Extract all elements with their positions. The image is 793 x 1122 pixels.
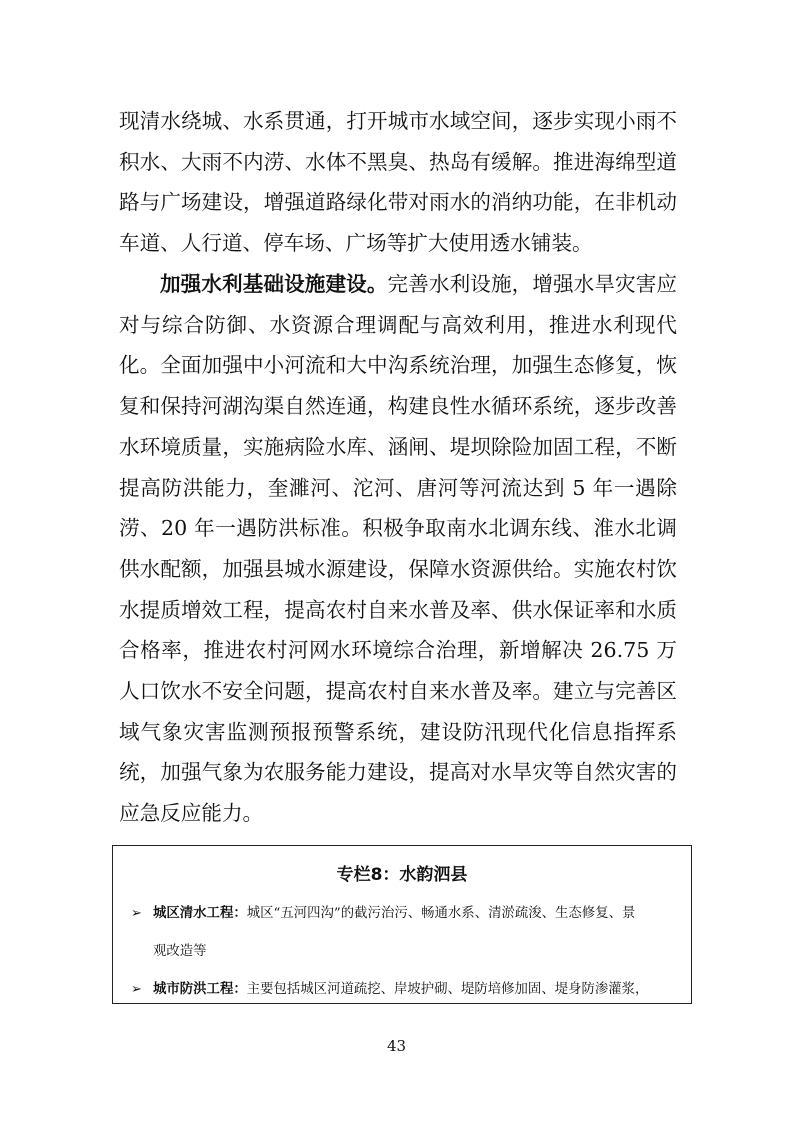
column-box-title: 专栏8：水韵泗县	[336, 865, 468, 885]
column-item-2-lead: 城市防洪工程：	[153, 981, 247, 997]
body-paragraph-2	[119, 264, 677, 834]
column-box	[112, 845, 692, 1004]
paragraph-1-text: 现清水绕城、水系贯通，打开城市水域空间，逐步实现小雨不积水、大雨不内涝、水体不黑臭、热岛有缓解。推进海绵型道路与广场建设，增强道路绿化带对雨水的消纳功能，在非机动车道、人行道、停车场、广场等扩大使用透水铺装。	[119, 109, 677, 256]
paragraph-2-text: 完善水利设施，增强水旱灾害应对与综合防御、水资源合理调配与高效利用，推进水利现代化。全面加强中小河流和大中沟系统治理，加强生态修复，恢复和保持河湖沟渠自然连通，构建良性水循环系统，逐步改善水环境质量，实施病险水库、涵闸、堤坝除险加固工程，不断提高防洪能力，奎濉河、沱河、唐河等河流达到 5 年一遇除涝、20 年一遇防洪标准。积极争取南水北调东线、淮水北调供水配额，加强县城水源建设，保障水资源供给。实施农村饮水提质增效工程，提高农村自来水普及率、供水保证率和水质合格率，推进农村河网水环境综合治理，新增解决 26.75 万人口饮水不安全问题，提高农村自来水普及率。建立与完善区域气象灾害监测预报预警系统，建设防汛现代化信息指挥系统，加强气象为农服务能力建设，提高对水旱灾等自然灾害的应急反应能力。	[119, 272, 678, 826]
body-paragraph-1	[119, 101, 677, 264]
column-item-1	[131, 894, 677, 971]
paragraph-2-heading: 加强水利基础设施建设。	[160, 272, 388, 296]
column-item-1-text: 城区“五河四沟”的截污治污、畅通水系、清淤疏浚、生态修复、景	[246, 906, 636, 921]
column-item-2-text: 主要包括城区河道疏挖、岸坡护砌、堤防培修加固、堤身防渗灌浆，	[246, 982, 649, 997]
column-item-2	[131, 970, 677, 1009]
page-number: 43	[386, 1037, 407, 1055]
arrow-bullet-icon: ➢	[131, 982, 142, 997]
arrow-bullet-icon: ➢	[131, 906, 142, 921]
column-item-1-lead: 城区清水工程：	[153, 905, 247, 921]
column-item-1-continuation: 观改造等	[153, 944, 207, 959]
